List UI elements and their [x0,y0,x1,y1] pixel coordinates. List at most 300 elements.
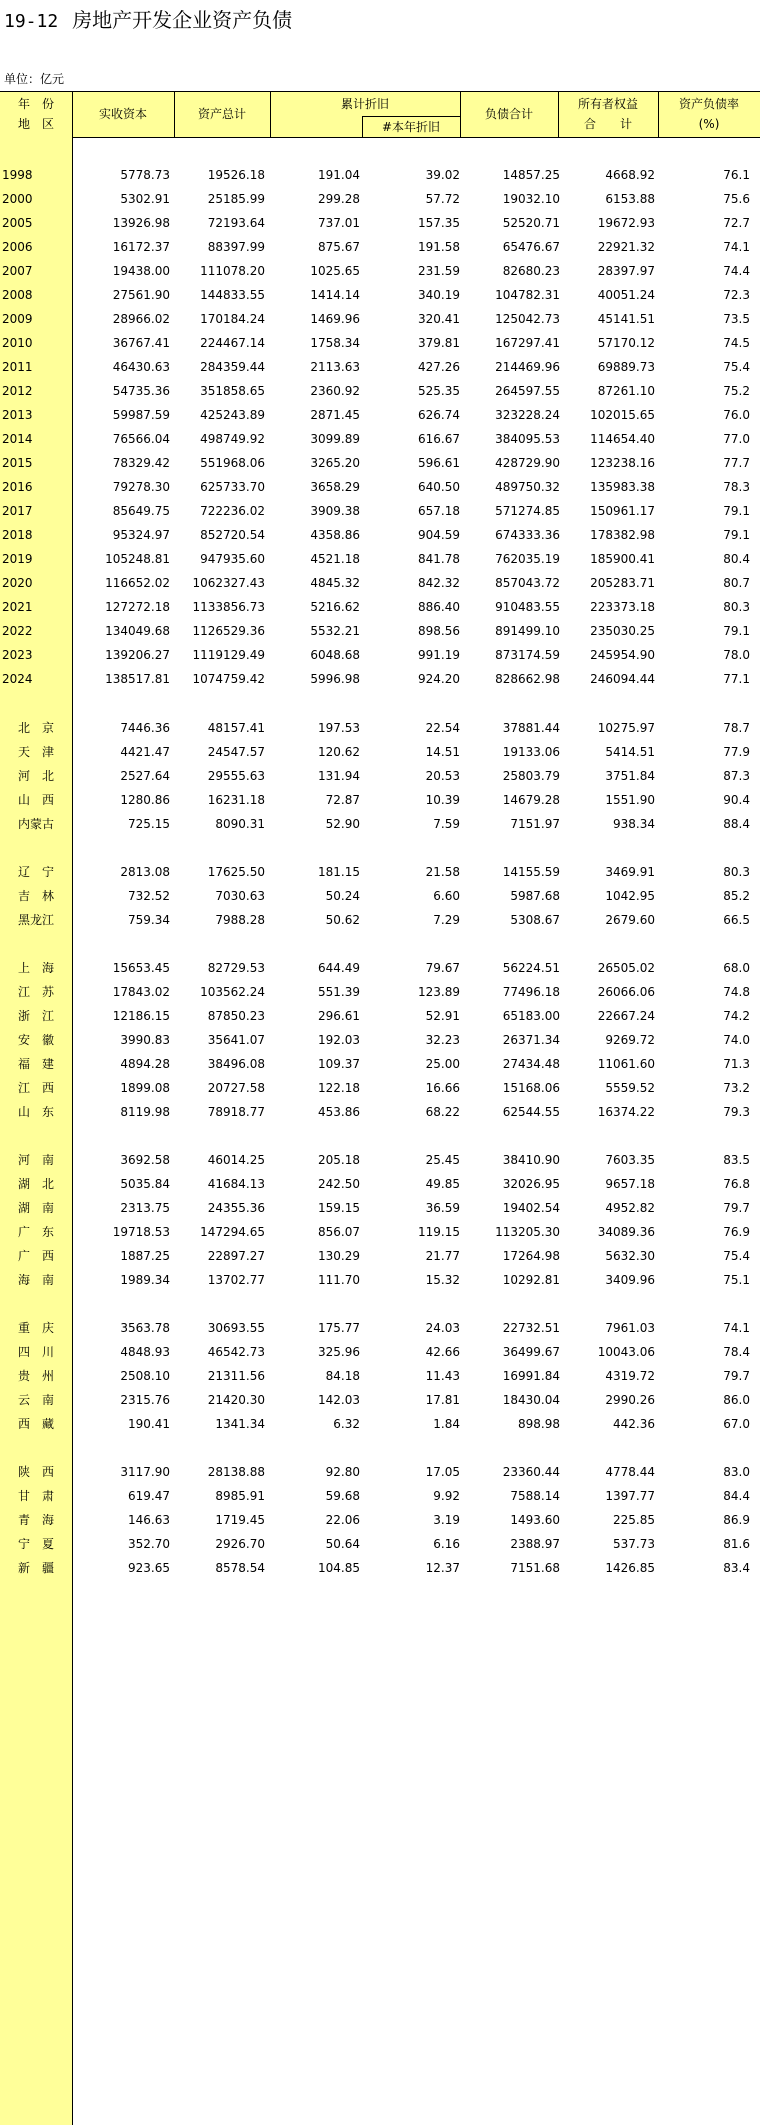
cell-debt-ratio: 83.0 [723,1465,750,1479]
cell-accumulated-depreciation: 197.53 [318,721,360,735]
cell-total-assets: 351858.65 [200,384,265,398]
cell-total-assets: 284359.44 [200,360,265,374]
region-row [0,740,760,764]
cell-accumulated-depreciation: 551.39 [318,985,360,999]
cell-current-year-depreciation: 157.35 [418,216,460,230]
cell-paid-in-capital: 15653.45 [112,961,170,975]
cell-total-assets: 72193.64 [207,216,265,230]
cell-total-assets: 147294.65 [200,1225,265,1239]
cell-total-assets: 947935.60 [200,552,265,566]
region-label: 贵 州 [17,1369,54,1383]
cell-total-liabilities: 828662.98 [495,672,560,686]
cell-current-year-depreciation: 231.59 [418,264,460,278]
cell-total-liabilities: 873174.59 [495,648,560,662]
cell-paid-in-capital: 19718.53 [112,1225,170,1239]
cell-total-assets: 625733.70 [200,480,265,494]
year-row [0,331,760,355]
cell-paid-in-capital: 2813.08 [120,865,170,879]
cell-debt-ratio: 83.5 [723,1153,750,1167]
cell-total-liabilities: 15168.06 [502,1081,560,1095]
cell-current-year-depreciation: 6.60 [433,889,460,903]
cell-paid-in-capital: 4848.93 [120,1345,170,1359]
cell-current-year-depreciation: 119.15 [418,1225,460,1239]
cell-owners-equity: 2679.60 [605,913,655,927]
cell-owners-equity: 223373.18 [590,600,655,614]
cell-accumulated-depreciation: 104.85 [318,1561,360,1575]
cell-debt-ratio: 74.1 [723,240,750,254]
cell-paid-in-capital: 27561.90 [112,288,170,302]
cell-total-assets: 1074759.42 [192,672,265,686]
cell-current-year-depreciation: 42.66 [425,1345,460,1359]
cell-paid-in-capital: 3990.83 [120,1033,170,1047]
year-label: 2017 [2,504,33,518]
cell-current-year-depreciation: 79.67 [425,961,460,975]
header-current-year-depreciation: #本年折旧 [381,120,441,134]
cell-paid-in-capital: 352.70 [128,1537,170,1551]
cell-debt-ratio: 76.1 [723,168,750,182]
year-row [0,523,760,547]
cell-accumulated-depreciation: 737.01 [318,216,360,230]
header-accumulated-depreciation: 累计折旧 [340,97,389,111]
cell-current-year-depreciation: 21.77 [425,1249,460,1263]
cell-owners-equity: 3751.84 [605,769,655,783]
region-row [0,884,760,908]
cell-total-assets: 852720.54 [200,528,265,542]
cell-current-year-depreciation: 68.22 [425,1105,460,1119]
cell-current-year-depreciation: 10.39 [425,793,460,807]
cell-accumulated-depreciation: 192.03 [318,1033,360,1047]
region-row [0,860,760,884]
cell-paid-in-capital: 190.41 [128,1417,170,1431]
cell-total-liabilities: 5987.68 [510,889,560,903]
cell-current-year-depreciation: 924.20 [418,672,460,686]
cell-total-liabilities: 56224.51 [502,961,560,975]
cell-total-assets: 21311.56 [207,1369,265,1383]
cell-paid-in-capital: 139206.27 [105,648,170,662]
cell-owners-equity: 22921.32 [597,240,655,254]
cell-paid-in-capital: 134049.68 [105,624,170,638]
cell-paid-in-capital: 923.65 [128,1561,170,1575]
cell-accumulated-depreciation: 5532.21 [310,624,360,638]
cell-owners-equity: 28397.97 [597,264,655,278]
year-label: 2016 [2,480,33,494]
cell-paid-in-capital: 1887.25 [120,1249,170,1263]
cell-current-year-depreciation: 886.40 [418,600,460,614]
cell-total-assets: 551968.06 [200,456,265,470]
cell-total-assets: 1062327.43 [192,576,265,590]
cell-owners-equity: 11061.60 [597,1057,655,1071]
cell-accumulated-depreciation: 1414.14 [310,288,360,302]
cell-accumulated-depreciation: 875.67 [318,240,360,254]
cell-accumulated-depreciation: 644.49 [318,961,360,975]
year-label: 2024 [2,672,33,686]
cell-total-assets: 2926.70 [215,1537,265,1551]
cell-accumulated-depreciation: 92.80 [325,1465,360,1479]
cell-accumulated-depreciation: 142.03 [318,1393,360,1407]
year-row [0,403,760,427]
cell-debt-ratio: 75.6 [723,192,750,206]
cell-current-year-depreciation: 1.84 [433,1417,460,1431]
cell-total-assets: 224467.14 [200,336,265,350]
header-divider [362,116,363,137]
cell-total-assets: 46014.25 [207,1153,265,1167]
cell-debt-ratio: 72.3 [723,288,750,302]
cell-accumulated-depreciation: 59.68 [325,1489,360,1503]
cell-owners-equity: 123238.16 [590,456,655,470]
cell-current-year-depreciation: 36.59 [425,1201,460,1215]
region-label: 浙 江 [17,1009,54,1023]
cell-paid-in-capital: 3563.78 [120,1321,170,1335]
cell-accumulated-depreciation: 6048.68 [310,648,360,662]
region-row [0,1364,760,1388]
cell-total-liabilities: 5308.67 [510,913,560,927]
cell-paid-in-capital: 105248.81 [105,552,170,566]
region-label: 四 川 [17,1345,54,1359]
cell-accumulated-depreciation: 5996.98 [310,672,360,686]
cell-accumulated-depreciation: 3099.89 [310,432,360,446]
cell-current-year-depreciation: 320.41 [418,312,460,326]
cell-total-assets: 1719.45 [215,1513,265,1527]
cell-paid-in-capital: 127272.18 [105,600,170,614]
cell-debt-ratio: 74.2 [723,1009,750,1023]
cell-total-assets: 1341.34 [215,1417,265,1431]
cell-owners-equity: 3469.91 [605,865,655,879]
year-row [0,355,760,379]
cell-debt-ratio: 78.0 [723,648,750,662]
cell-debt-ratio: 76.8 [723,1177,750,1191]
cell-paid-in-capital: 2527.64 [120,769,170,783]
cell-accumulated-depreciation: 1758.34 [310,336,360,350]
cell-total-liabilities: 264597.55 [495,384,560,398]
year-row [0,547,760,571]
cell-paid-in-capital: 79278.30 [112,480,170,494]
year-label: 2015 [2,456,33,470]
cell-owners-equity: 205283.71 [590,576,655,590]
region-label: 山 东 [17,1105,54,1119]
cell-paid-in-capital: 619.47 [128,1489,170,1503]
cell-paid-in-capital: 16172.37 [112,240,170,254]
header-bottom-rule [0,137,760,138]
region-label: 内蒙古 [17,817,54,831]
cell-current-year-depreciation: 427.26 [418,360,460,374]
cell-owners-equity: 3409.96 [605,1273,655,1287]
header-divider [270,92,271,137]
cell-owners-equity: 26066.06 [597,985,655,999]
cell-debt-ratio: 73.2 [723,1081,750,1095]
cell-accumulated-depreciation: 191.04 [318,168,360,182]
cell-total-liabilities: 857043.72 [495,576,560,590]
region-row [0,1100,760,1124]
cell-total-liabilities: 77496.18 [502,985,560,999]
cell-total-assets: 41684.13 [207,1177,265,1191]
cell-debt-ratio: 72.7 [723,216,750,230]
region-label: 上 海 [17,961,54,975]
cell-owners-equity: 26505.02 [597,961,655,975]
cell-accumulated-depreciation: 296.61 [318,1009,360,1023]
cell-debt-ratio: 73.5 [723,312,750,326]
header-paid-in-capital: 实收资本 [98,107,147,121]
year-row [0,283,760,307]
cell-total-liabilities: 27434.48 [502,1057,560,1071]
cell-total-liabilities: 65476.67 [502,240,560,254]
region-label: 天 津 [17,745,54,759]
cell-current-year-depreciation: 616.67 [418,432,460,446]
year-label: 2009 [2,312,33,326]
cell-total-assets: 425243.89 [200,408,265,422]
year-row [0,211,760,235]
region-row [0,1076,760,1100]
cell-total-assets: 144833.55 [200,288,265,302]
cell-accumulated-depreciation: 84.18 [325,1369,360,1383]
cell-owners-equity: 1397.77 [605,1489,655,1503]
cell-debt-ratio: 80.4 [723,552,750,566]
region-label: 河 南 [17,1153,54,1167]
cell-paid-in-capital: 4894.28 [120,1057,170,1071]
cell-current-year-depreciation: 898.56 [418,624,460,638]
cell-owners-equity: 135983.38 [590,480,655,494]
region-label: 福 建 [17,1057,54,1071]
cell-owners-equity: 10043.06 [597,1345,655,1359]
cell-total-liabilities: 762035.19 [495,552,560,566]
cell-paid-in-capital: 76566.04 [112,432,170,446]
cell-total-liabilities: 26371.34 [502,1033,560,1047]
cell-current-year-depreciation: 57.72 [425,192,460,206]
cell-current-year-depreciation: 841.78 [418,552,460,566]
cell-paid-in-capital: 116652.02 [105,576,170,590]
cell-owners-equity: 5414.51 [605,745,655,759]
region-row [0,1484,760,1508]
cell-total-liabilities: 898.98 [518,1417,560,1431]
cell-total-liabilities: 65183.00 [502,1009,560,1023]
region-label: 湖 北 [17,1177,54,1191]
cell-total-assets: 8090.31 [215,817,265,831]
region-row [0,1508,760,1532]
cell-debt-ratio: 75.4 [723,360,750,374]
cell-current-year-depreciation: 191.58 [418,240,460,254]
year-label: 2005 [2,216,33,230]
cell-debt-ratio: 68.0 [723,961,750,975]
cell-current-year-depreciation: 21.58 [425,865,460,879]
cell-total-assets: 21420.30 [207,1393,265,1407]
cell-debt-ratio: 74.8 [723,985,750,999]
year-label: 2020 [2,576,33,590]
year-row [0,163,760,187]
cell-current-year-depreciation: 32.23 [425,1033,460,1047]
cell-total-assets: 498749.92 [200,432,265,446]
cell-debt-ratio: 86.9 [723,1513,750,1527]
cell-accumulated-depreciation: 159.15 [318,1201,360,1215]
cell-owners-equity: 114654.40 [590,432,655,446]
cell-debt-ratio: 74.0 [723,1033,750,1047]
year-label: 2018 [2,528,33,542]
region-label: 辽 宁 [17,865,54,879]
cell-current-year-depreciation: 25.00 [425,1057,460,1071]
year-row [0,475,760,499]
cell-total-liabilities: 25803.79 [502,769,560,783]
cell-accumulated-depreciation: 3909.38 [310,504,360,518]
region-label: 北 京 [17,721,54,735]
cell-debt-ratio: 79.1 [723,504,750,518]
cell-owners-equity: 9657.18 [605,1177,655,1191]
cell-owners-equity: 9269.72 [605,1033,655,1047]
cell-total-assets: 1133856.73 [192,600,265,614]
cell-paid-in-capital: 138517.81 [105,672,170,686]
cell-total-liabilities: 62544.55 [502,1105,560,1119]
cell-debt-ratio: 77.9 [723,745,750,759]
region-row [0,1004,760,1028]
cell-owners-equity: 16374.22 [597,1105,655,1119]
cell-accumulated-depreciation: 1469.96 [310,312,360,326]
cell-accumulated-depreciation: 5216.62 [310,600,360,614]
cell-current-year-depreciation: 49.85 [425,1177,460,1191]
cell-current-year-depreciation: 25.45 [425,1153,460,1167]
cell-total-liabilities: 14857.25 [502,168,560,182]
region-label: 广 西 [17,1249,54,1263]
region-label: 云 南 [17,1393,54,1407]
cell-current-year-depreciation: 7.59 [433,817,460,831]
cell-total-assets: 87850.23 [207,1009,265,1023]
year-row [0,235,760,259]
region-label: 重 庆 [17,1321,54,1335]
cell-owners-equity: 4319.72 [605,1369,655,1383]
cell-accumulated-depreciation: 299.28 [318,192,360,206]
cell-total-liabilities: 18430.04 [502,1393,560,1407]
cell-total-liabilities: 14155.59 [502,865,560,879]
cell-debt-ratio: 66.5 [723,913,750,927]
table-title [4,4,292,33]
cell-current-year-depreciation: 3.19 [433,1513,460,1527]
cell-owners-equity: 185900.41 [590,552,655,566]
cell-owners-equity: 87261.10 [597,384,655,398]
cell-total-liabilities: 17264.98 [502,1249,560,1263]
cell-debt-ratio: 90.4 [723,793,750,807]
cell-current-year-depreciation: 11.43 [425,1369,460,1383]
cell-total-liabilities: 428729.90 [495,456,560,470]
cell-owners-equity: 2990.26 [605,1393,655,1407]
cell-paid-in-capital: 5035.84 [120,1177,170,1191]
cell-paid-in-capital: 46430.63 [112,360,170,374]
cell-accumulated-depreciation: 131.94 [318,769,360,783]
region-row [0,1340,760,1364]
region-label: 湖 南 [17,1201,54,1215]
header-total-assets: 资产总计 [197,107,246,121]
table-title-text: 房地产开发企业资产负债 [72,8,293,32]
cell-debt-ratio: 85.2 [723,889,750,903]
cell-total-assets: 722236.02 [200,504,265,518]
cell-owners-equity: 245954.90 [590,648,655,662]
cell-total-assets: 13702.77 [207,1273,265,1287]
year-row [0,451,760,475]
cell-owners-equity: 5632.30 [605,1249,655,1263]
cell-paid-in-capital: 4421.47 [120,745,170,759]
year-label: 2008 [2,288,33,302]
region-row [0,1196,760,1220]
year-row [0,619,760,643]
cell-owners-equity: 537.73 [613,1537,655,1551]
region-row [0,1052,760,1076]
cell-accumulated-depreciation: 325.96 [318,1345,360,1359]
cell-current-year-depreciation: 991.19 [418,648,460,662]
cell-debt-ratio: 80.3 [723,865,750,879]
cell-total-liabilities: 7151.97 [510,817,560,831]
cell-owners-equity: 6153.88 [605,192,655,206]
year-row [0,595,760,619]
region-label: 山 西 [17,793,54,807]
region-label: 西 藏 [17,1417,54,1431]
cell-paid-in-capital: 5778.73 [120,168,170,182]
cell-owners-equity: 150961.17 [590,504,655,518]
cell-owners-equity: 7961.03 [605,1321,655,1335]
cell-paid-in-capital: 36767.41 [112,336,170,350]
region-label: 青 海 [17,1513,54,1527]
cell-owners-equity: 19672.93 [597,216,655,230]
year-label: 2022 [2,624,33,638]
region-row [0,1028,760,1052]
cell-owners-equity: 10275.97 [597,721,655,735]
year-row [0,427,760,451]
cell-owners-equity: 22667.24 [597,1009,655,1023]
region-row [0,908,760,932]
cell-accumulated-depreciation: 2360.92 [310,384,360,398]
region-label: 宁 夏 [17,1537,54,1551]
cell-current-year-depreciation: 17.81 [425,1393,460,1407]
cell-total-assets: 1126529.36 [192,624,265,638]
cell-total-liabilities: 23360.44 [502,1465,560,1479]
cell-paid-in-capital: 19438.00 [112,264,170,278]
year-label: 2019 [2,552,33,566]
region-row [0,788,760,812]
unit-label: 单位：亿元 [4,72,65,86]
cell-total-liabilities: 1493.60 [510,1513,560,1527]
cell-total-assets: 82729.53 [207,961,265,975]
cell-total-assets: 38496.08 [207,1057,265,1071]
region-row [0,1244,760,1268]
year-row [0,667,760,691]
cell-accumulated-depreciation: 181.15 [318,865,360,879]
year-row [0,499,760,523]
cell-total-liabilities: 10292.81 [502,1273,560,1287]
cell-accumulated-depreciation: 1025.65 [310,264,360,278]
header-divider [174,92,175,137]
cell-total-liabilities: 674333.36 [495,528,560,542]
cell-debt-ratio: 78.3 [723,480,750,494]
cell-owners-equity: 34089.36 [597,1225,655,1239]
cell-total-assets: 8985.91 [215,1489,265,1503]
cell-owners-equity: 4668.92 [605,168,655,182]
year-label: 2010 [2,336,33,350]
cell-paid-in-capital: 5302.91 [120,192,170,206]
cell-total-liabilities: 571274.85 [495,504,560,518]
cell-owners-equity: 4778.44 [605,1465,655,1479]
region-row [0,1532,760,1556]
cell-debt-ratio: 83.4 [723,1561,750,1575]
region-label: 陕 西 [17,1465,54,1479]
cell-accumulated-depreciation: 50.64 [325,1537,360,1551]
cell-total-liabilities: 167297.41 [495,336,560,350]
cell-total-liabilities: 19032.10 [502,192,560,206]
region-row [0,1148,760,1172]
cell-debt-ratio: 77.0 [723,432,750,446]
year-label: 2013 [2,408,33,422]
cell-accumulated-depreciation: 2113.63 [310,360,360,374]
cell-total-assets: 46542.73 [207,1345,265,1359]
cell-paid-in-capital: 732.52 [128,889,170,903]
cell-accumulated-depreciation: 50.24 [325,889,360,903]
column-header [0,92,760,137]
cell-paid-in-capital: 59987.59 [112,408,170,422]
cell-owners-equity: 40051.24 [597,288,655,302]
region-label: 新 疆 [17,1561,54,1575]
